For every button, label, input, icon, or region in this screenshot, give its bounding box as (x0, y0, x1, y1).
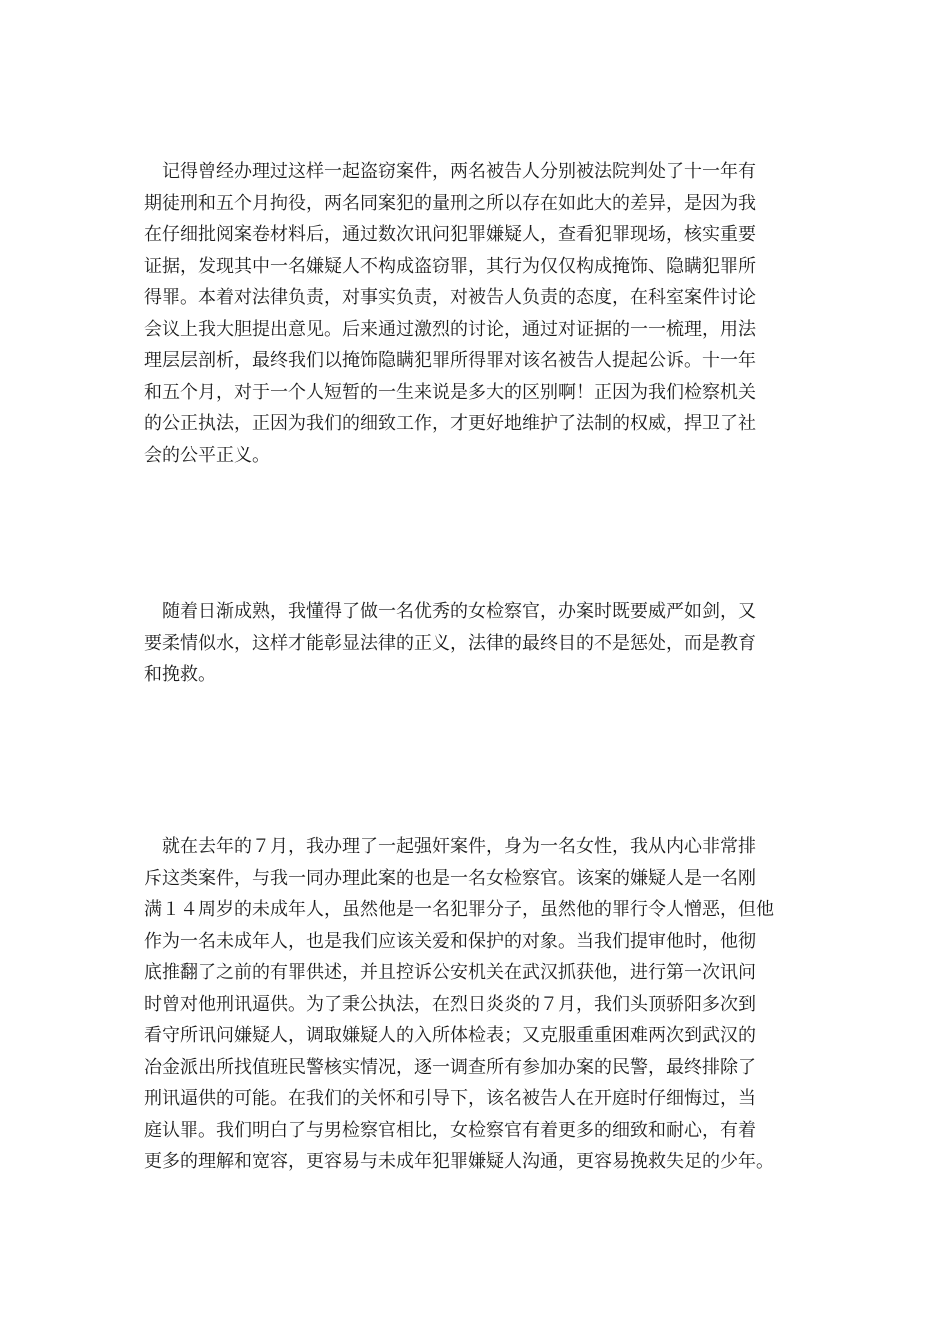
text-line: 记得曾经办理过这样一起盗窃案件，两名被告人分别被法院判处了十一年有 (144, 161, 756, 182)
text-line: 更多的理解和宽容，更容易与未成年犯罪嫌疑人沟通，更容易挽救失足的少年。 (144, 1151, 774, 1172)
text-line: 随着日渐成熟，我懂得了做一名优秀的女检察官，办案时既要威严如剑，又 (144, 601, 756, 622)
text-line: 要柔情似水，这样才能彰显法律的正义，法律的最终目的不是惩处，而是教育 (144, 632, 756, 654)
text-line: 刑讯逼供的可能。在我们的关怀和引导下，该名被告人在开庭时仔细悔过，当 (144, 1088, 756, 1109)
text-line: 会议上我大胆提出意见。后来通过激烈的讨论，通过对证据的一一梳理，用法 (144, 318, 756, 340)
text-line: 就在去年的７月，我办理了一起强奸案件，身为一名女性，我从内心非常排 (144, 836, 756, 857)
text-line: 的公正执法，正因为我们的细致工作，才更好地维护了法制的权威，捍卫了社 (144, 413, 756, 434)
text-line: 作为一名未成年人，也是我们应该关爱和保护的对象。当我们提审他时，他彻 (144, 930, 756, 952)
text-line: 和五个月，对于一个人短暂的一生来说是多大的区别啊！正因为我们检察机关 (144, 381, 756, 403)
text-line: 理层层剖析，最终我们以掩饰隐瞒犯罪所得罪对该名被告人提起公诉。十一年 (144, 350, 756, 371)
paragraph-theft-case (144, 156, 812, 471)
text-line: 期徒刑和五个月拘役，两名同案犯的量刑之所以存在如此大的差异，是因为我 (144, 192, 756, 214)
text-line: 时曾对他刑讯逼供。为了秉公执法，在烈日炎炎的７月，我们头顶骄阳多次到 (144, 993, 756, 1015)
text-line: 冶金派出所找值班民警核实情况，逐一调查所有参加办案的民警，最终排除了 (144, 1056, 756, 1078)
text-line: 底推翻了之前的有罪供述，并且控诉公安机关在武汉抓获他，进行第一次讯问 (144, 962, 756, 983)
text-line: 得罪。本着对法律负责，对事实负责，对被告人负责的态度，在科室案件讨论 (144, 287, 756, 308)
paragraph-maturity (144, 596, 812, 691)
text-line: 证据，发现其中一名嫌疑人不构成盗窃罪，其行为仅仅构成掩饰、隐瞒犯罪所 (144, 255, 756, 277)
text-line: 和挽救。 (144, 664, 216, 685)
text-line: 看守所讯问嫌疑人，调取嫌疑人的入所体检表；又克服重重困难两次到武汉的 (144, 1025, 756, 1046)
text-line: 庭认罪。我们明白了与男检察官相比，女检察官有着更多的细致和耐心，有着 (144, 1119, 756, 1141)
text-line: 满１４周岁的未成年人，虽然他是一名犯罪分子，虽然他的罪行令人憎恶，但他 (144, 899, 774, 920)
text-line: 会的公平正义。 (144, 444, 270, 466)
text-line: 在仔细批阅案卷材料后，通过数次讯问犯罪嫌疑人，查看犯罪现场，核实重要 (144, 224, 756, 245)
paragraph-minor-case (144, 831, 812, 1178)
text-line: 斥这类案件，与我一同办理此案的也是一名女检察官。该案的嫌疑人是一名刚 (144, 867, 756, 889)
